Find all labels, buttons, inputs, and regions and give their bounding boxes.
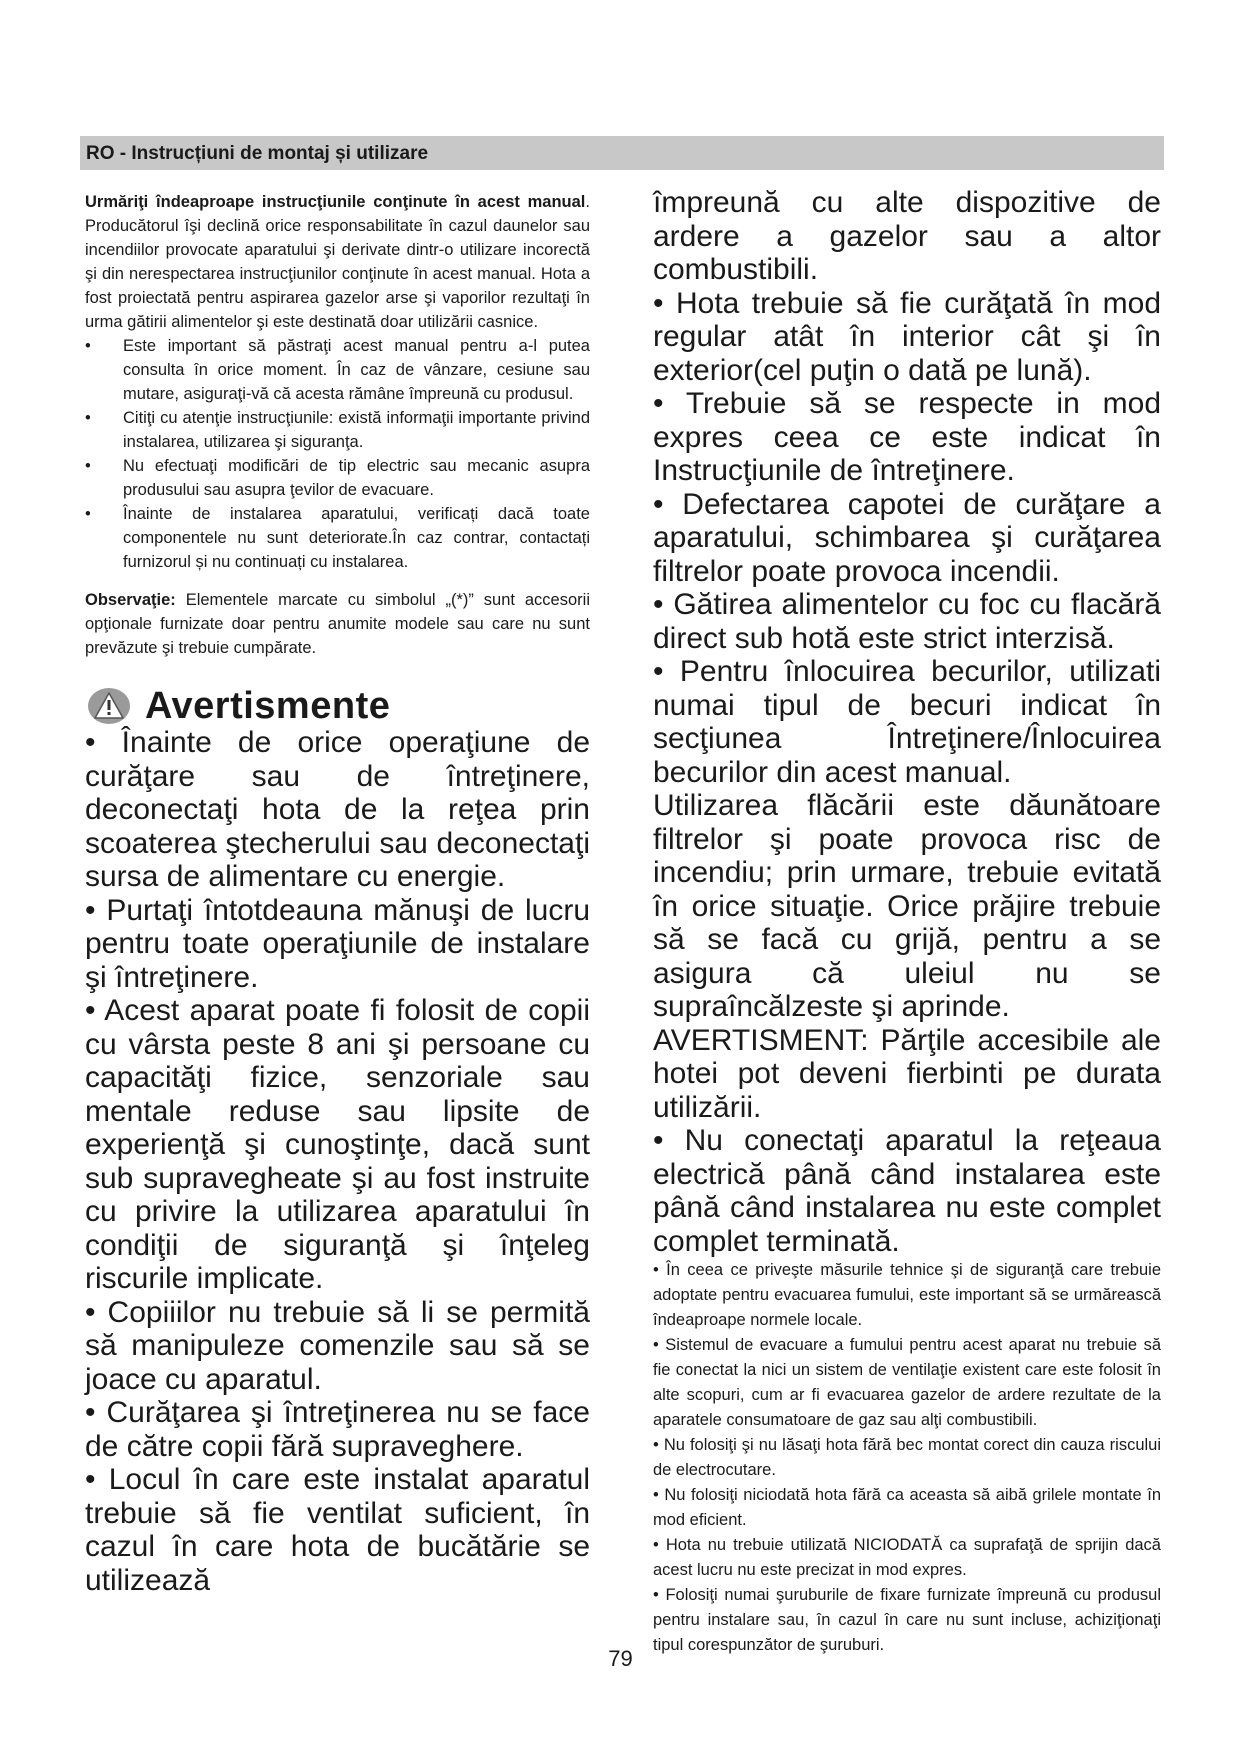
bullet-icon: •: [85, 457, 91, 475]
warning-small-paragraph: • Sistemul de evacuare a fumului pentru acest aparat nu trebuie să fie conectat la nici un sistem de ventilaţie existent care este folosit în alte scopuri, cum ar fi evacuarea gazelor de ardere rezultate de la aparatele consumatoare de gaz sau alţi combustibili.: [653, 1336, 1161, 1429]
warning-small-paragraph: • Hota nu trebuie utilizată NICIODATĂ ca suprafaţă de sprijin dacă acest lucru nu este precizat in mod expres.: [653, 1536, 1161, 1579]
warnings-small-text: [653, 1258, 1161, 1658]
warning-paragraph: AVERTISMENT: Părţile accesibile ale hotei pot deveni fierbinti pe durata utilizării.: [653, 1023, 1161, 1124]
list-item-text: Nu efectuaţi modificări de tip electric sau mecanic asupra produsului sau asupra ţevilor de evacuare.: [123, 457, 590, 499]
warning-paragraph: • Înainte de orice operaţiune de curăţare sau de întreţinere, deconectaţi hota de la reţea prin scoaterea ştecherului sau deconectaţi sursa de alimentare cu energie.: [85, 726, 590, 893]
intro-text: . Producătorul îşi declină orice responsabilitate în cazul daunelor sau incendiilor provocate aparatului şi derivate dintr-o utilizare incorectă şi din nerespectarea instrucţiunilor conţinute în acest manual. Hota a fost proiectată pentru aspirarea gazelor arse şi vaporilor rezultaţi în urma gătirii alimentelor şi este destinată doar utilizării casnice.: [85, 193, 590, 331]
section-header-bar: [80, 136, 1164, 170]
warning-paragraph: • Acest aparat poate fi folosit de copii cu vârsta peste 8 ani şi persoane cu capacităţi fizice, senzoriale sau mentale reduse sau lipsite de experienţă şi cunoştinţe, dacă sunt sub supravegheate şi au fost instruite cu privire la utilizarea aparatului în condiţii de siguranţă şi înţeleg riscurile implicate.: [85, 994, 590, 1295]
warning-small-paragraph: • Folosiţi numai şuruburile de fixare furnizate împreună cu produsul pentru instalare sau, în cazul în care nu sunt incluse, achiziţionaţi tipul corespunzător de şuruburi.: [653, 1586, 1161, 1654]
warning-paragraph: • Curăţarea şi întreţinerea nu se face de către copii fără supraveghere.: [85, 1396, 590, 1463]
bullet-icon: •: [85, 409, 91, 427]
warnings-left-text: [85, 726, 590, 1597]
list-item-text: Citiţi cu atenţie instrucţiunile: există informaţii importante privind instalarea, utilizarea şi siguranţa.: [123, 409, 590, 451]
warning-paragraph: Utilizarea flăcării este dăunătoare filtrelor şi poate provoca risc de incendiu; prin urmare, trebuie evitată în orice situaţie. Orice prăjire trebuie să se facă cu grijă, pentru a se asigura că uleiul nu se supraîncălzeste şi aprinde.: [653, 789, 1161, 1023]
warning-paragraph: • Pentru înlocuirea becurilor, utilizati numai tipul de becuri indicat în secţiunea Întreţinere/Înlocuirea becurilor din acest manual.: [653, 655, 1161, 789]
warnings-right-text: [653, 186, 1161, 1258]
warning-paragraph: • Gătirea alimentelor cu foc cu flacără direct sub hotă este strict interzisă.: [653, 588, 1161, 655]
warning-paragraph: • Nu conectaţi aparatul la reţeaua electrică până când instalarea este până când instalarea nu este complet complet terminată.: [653, 1124, 1161, 1258]
list-item: [85, 406, 590, 454]
section-title: RO - Instrucțiuni de montaj și utilizare: [86, 143, 429, 164]
left-column: [85, 190, 590, 1597]
note-text: Elementele marcate cu simbolul „(*)” sunt accesorii opţionale furnizate doar pentru anumite modele sau care nu sunt prevăzute şi trebuie cumpărate.: [85, 591, 590, 657]
warning-paragraph: împreună cu alte dispozitive de ardere a gazelor sau a altor combustibili.: [653, 186, 1161, 286]
right-column: [653, 186, 1161, 1658]
list-item: [85, 334, 590, 406]
instruction-bullet-list: [85, 334, 590, 574]
note-paragraph: [85, 588, 590, 660]
warning-paragraph: • Trebuie să se respecte in mod expres ceea ce este indicat în Instrucţiunile de întreţinere.: [653, 387, 1161, 487]
bullet-icon: •: [85, 337, 91, 355]
list-item: [85, 502, 590, 574]
warnings-heading: [85, 686, 590, 726]
warning-paragraph: • Purtaţi întotdeauna mănuşi de lucru pentru toate operaţiunile de instalare şi întreţinere.: [85, 893, 590, 994]
warning-paragraph: • Defectarea capotei de curăţare a aparatului, schimbarea şi curăţarea filtrelor poate provoca incendii.: [653, 487, 1161, 588]
warning-paragraph: • Copiiilor nu trebuie să li se permită să manipuleze comenzile sau să se joace cu aparatul.: [85, 1295, 590, 1396]
note-label: Observaţie:: [85, 591, 176, 609]
list-item: [85, 454, 590, 502]
list-item-text: Este important să păstraţi acest manual pentru a-l putea consulta în orice moment. În caz de vânzare, cesiune sau mutare, asiguraţi-vă că acesta rămâne împreună cu produsul.: [123, 337, 590, 403]
list-item-text: Înainte de instalarea aparatului, verificați dacă toate componentele nu sunt deteriorate.În caz contrar, contactați furnizorul și nu continuați cu instalarea.: [123, 505, 590, 571]
intro-bold-lead: Urmăriţi îndeaproape instrucţiunile conţinute în acest manual: [85, 193, 586, 211]
warning-small-paragraph: • Nu folosiţi şi nu lăsaţi hota fără bec montat corect din cauza riscului de electrocutare.: [653, 1436, 1161, 1479]
intro-paragraph: [85, 190, 590, 334]
warning-small-paragraph: • Nu folosiţi niciodată hota fără ca aceasta să aibă grilele montate în mod eficient.: [653, 1486, 1161, 1529]
bullet-icon: •: [85, 505, 91, 523]
warning-triangle-icon: [87, 687, 131, 725]
warning-paragraph: • Locul în care este instalat aparatul trebuie să fie ventilat suficient, în cazul în care hota de bucătărie se utilizează: [85, 1463, 590, 1597]
page-number: 79: [608, 1646, 633, 1671]
warning-paragraph: • Hota trebuie să fie curăţată în mod regular atât în interior cât şi în exterior(cel puţin o dată pe lună).: [653, 286, 1161, 387]
warnings-title: Avertismente: [145, 684, 391, 727]
warning-small-paragraph: • În ceea ce priveşte măsurile tehnice şi de siguranţă care trebuie adoptate pentru evacuarea fumului, este important să se urmărească îndeaproape normele locale.: [653, 1261, 1161, 1329]
